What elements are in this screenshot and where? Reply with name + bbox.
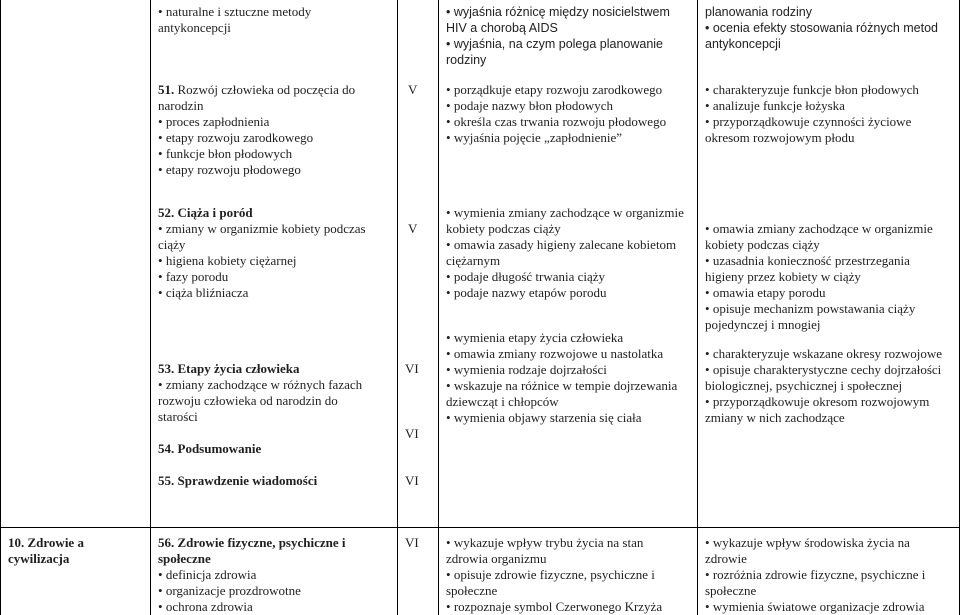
section-title: Zdrowie a (27, 535, 84, 550)
topic-item: • ochrona zdrowia (158, 599, 346, 615)
req-item: • uzasadnia konieczność przestrzegania (705, 253, 933, 269)
lesson-title-cont: społeczne (158, 551, 211, 566)
req-item: • rozróżnia zdrowie fizyczne, psychiczne i (705, 567, 925, 583)
ext-req-51 (705, 82, 919, 146)
grid-line (438, 0, 439, 615)
section-number: 10. (8, 535, 25, 550)
req-item: • określa czas trwania rozwoju płodowego (446, 114, 666, 130)
req-item: • omawia zasady higieny zalecane kobietom (446, 237, 684, 253)
top-ext-req-cell (705, 4, 938, 52)
req-item: • wyjaśnia, na czym polega planowanie (446, 36, 670, 52)
req-item: • opisuje zdrowie fizyczne, psychiczne i (446, 567, 662, 583)
topic-item-cont: rozwoju człowieka od narodzin do (158, 393, 338, 408)
req-item-cont: społeczne (446, 583, 498, 598)
req-item: • opisuje charakterystyczne cechy dojrzałości (705, 362, 942, 378)
ext-req-52 (705, 221, 933, 333)
lesson-55-cell (158, 473, 317, 489)
req-item: • wymienia rodzaje dojrzałości (446, 362, 677, 378)
lesson-number: 51. (158, 82, 175, 97)
basic-req-56 (446, 535, 662, 615)
req-item: • opisuje mechanizm powstawania ciąży (705, 301, 933, 317)
req-item-cont: kobiety podczas ciąży (705, 237, 820, 252)
req-item: • charakteryzuje wskazane okresy rozwojowe (705, 346, 942, 362)
top-basic-req-cell (446, 4, 670, 68)
basic-req-53 (446, 330, 677, 426)
topic-item: • etapy rozwoju płodowego (158, 162, 355, 178)
req-item: • wyjaśnia pojęcie „zapłodnienie” (446, 130, 666, 146)
lesson-title: Sprawdzenie wiadomości (177, 473, 318, 488)
lesson-title: Rozwój człowieka od poczęcia do (177, 82, 356, 97)
topic-item: • definicja zdrowia (158, 567, 346, 583)
lesson-52-cell (158, 205, 366, 301)
req-item-cont: HIV a chorobą AIDS (446, 21, 558, 35)
level-55: VI (405, 473, 419, 488)
req-item-cont: higieny przez kobiety w ciąży (705, 269, 861, 284)
lesson-number: 56. (158, 535, 175, 550)
top-topic-cell (158, 4, 311, 36)
lesson-title: Zdrowie fizyczne, psychiczne i (177, 535, 346, 550)
lesson-53-cell (158, 361, 362, 425)
req-item-cont: pojedynczej i mnogiej (705, 317, 821, 332)
lesson-title: Ciąża i poród (177, 205, 253, 220)
req-item: • wymienia zmiany zachodzące w organizmie (446, 205, 684, 221)
ext-req-53 (705, 346, 942, 426)
grid-line (0, 527, 960, 528)
lesson-51-cell (158, 82, 355, 178)
req-item-cont: okresom rozwojowym płodu (705, 130, 855, 145)
section-10-cell (8, 535, 84, 567)
req-item: • podaje nazwy etapów porodu (446, 285, 684, 301)
req-item: • podaje długość trwania ciąży (446, 269, 684, 285)
basic-req-52 (446, 205, 684, 301)
req-item: • wykazuje wpływ trybu życia na stan (446, 535, 662, 551)
req-item: • omawia etapy porodu (705, 285, 933, 301)
req-item-cont: rodziny (446, 53, 487, 67)
lesson-54-cell (158, 441, 261, 457)
topic-item: • proces zapłodnienia (158, 114, 355, 130)
req-item-cont: zmiany w nich zachodzące (705, 410, 845, 425)
req-item: • podaje nazwy błon płodowych (446, 98, 666, 114)
req-item-cont: zdrowia organizmu (446, 551, 547, 566)
req-item: • ocenia efekty stosowania różnych metod (705, 20, 938, 36)
grid-line (397, 0, 398, 615)
section-title-cont: cywilizacja (8, 551, 70, 566)
req-item: • wymienia światowe organizacje zdrowia (705, 599, 925, 615)
req-item: • wykazuje wpływ środowiska życia na (705, 535, 925, 551)
level-51: V (408, 82, 418, 97)
level-54: VI (405, 426, 419, 441)
topic-item: • funkcje błon płodowych (158, 146, 355, 162)
req-item-cont: społeczne (705, 583, 757, 598)
lesson-title: Podsumowanie (177, 441, 262, 456)
req-item-cont: zdrowie (705, 551, 747, 566)
req-item: • rozpoznaje symbol Czerwonego Krzyża (446, 599, 662, 615)
topic-item: • naturalne i sztuczne metody (158, 4, 311, 20)
lesson-title: Etapy życia człowieka (177, 361, 300, 376)
lesson-number: 54. (158, 441, 175, 456)
topic-item: • etapy rozwoju zarodkowego (158, 130, 355, 146)
grid-line (697, 0, 698, 615)
lesson-number: 53. (158, 361, 175, 376)
req-item: • omawia zmiany rozwojowe u nastolatka (446, 346, 677, 362)
topic-item-cont: starości (158, 409, 198, 424)
level-56: VI (405, 535, 419, 550)
req-item-cont: dziewcząt i chłopców (446, 394, 559, 409)
level-52: V (408, 221, 418, 236)
level-53: VI (405, 361, 419, 376)
req-item-cont: biologicznej, psychicznej i społecznej (705, 378, 903, 393)
req-item: • wymienia etapy życia człowieka (446, 330, 677, 346)
req-item-cont: kobiety podczas ciąży (446, 221, 561, 236)
topic-item: • ciąża bliźniacza (158, 285, 366, 301)
topic-item: • higiena kobiety ciężarnej (158, 253, 366, 269)
req-item: • analizuje funkcje łożyska (705, 98, 919, 114)
req-item: • przyporządkowuje okresom rozwojowym (705, 394, 942, 410)
req-item: • przyporządkowuje czynności życiowe (705, 114, 919, 130)
topic-item-cont: antykoncepcji (158, 20, 231, 35)
req-item: • wyjaśnia różnicę między nosicielstwem (446, 4, 670, 20)
lesson-number: 55. (158, 473, 175, 488)
lesson-56-cell (158, 535, 346, 615)
ext-req-56 (705, 535, 925, 615)
grid-line (0, 0, 1, 615)
basic-req-51 (446, 82, 666, 146)
grid-line (150, 0, 151, 615)
topic-item: • fazy porodu (158, 269, 366, 285)
req-item: • charakteryzuje funkcje błon płodowych (705, 82, 919, 98)
req-item: • wymienia objawy starzenia się ciała (446, 410, 677, 426)
lesson-number: 52. (158, 205, 175, 220)
topic-item-cont: ciąży (158, 237, 186, 252)
req-item-cont: ciężarnym (446, 253, 501, 268)
topic-item: • zmiany w organizmie kobiety podczas (158, 221, 366, 237)
lesson-title-cont: narodzin (158, 98, 204, 113)
req-item: • omawia zmiany zachodzące w organizmie (705, 221, 933, 237)
req-item: • porządkuje etapy rozwoju zarodkowego (446, 82, 666, 98)
topic-item: • zmiany zachodzące w różnych fazach (158, 377, 362, 393)
topic-item: • organizacje prozdrowotne (158, 583, 346, 599)
req-item-cont: planowania rodziny (705, 5, 813, 19)
req-item-cont: antykoncepcji (705, 37, 781, 51)
req-item: • wskazuje na różnice w tempie dojrzewania (446, 378, 677, 394)
